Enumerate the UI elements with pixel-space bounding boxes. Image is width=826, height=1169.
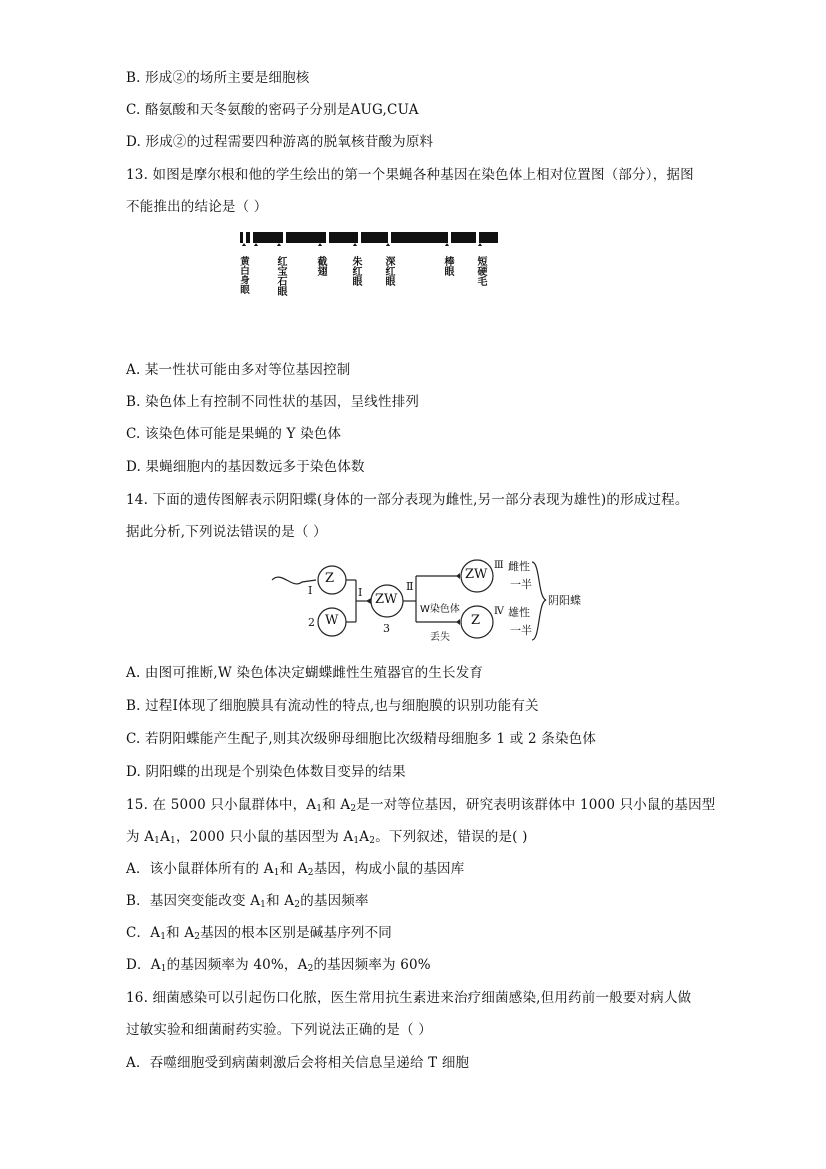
gene-label-truncated-wing: 截翅 — [315, 256, 326, 276]
q13-option-d: D. 果蝇细胞内的基因数远多于染色体数 — [126, 459, 365, 475]
q15-option-c: C．$A_1$和 $A_2$基因的根本区别是碱基序列不同 — [126, 925, 393, 942]
label-3: 3 — [383, 622, 390, 635]
q14-stem-line1: 14. 下面的遗传图解表示阴阳蝶(身体的一部分表现为雌性,另一部分表现为雄性)的形成过程。 — [126, 492, 689, 508]
gene-label-short-bristle: 短硬毛 — [475, 256, 486, 286]
q15-option-a: A．该小鼠群体所有的 $A_1$和 $A_2$基因，构成小鼠的基因库 — [126, 861, 465, 878]
node-w: W — [325, 613, 339, 628]
q13-stem-line2: 不能推出的结论是（ ） — [126, 199, 268, 215]
label-gynandromorph: 阴阳蝶 — [548, 594, 581, 607]
label-female: 雌性 — [508, 560, 530, 573]
node-zw-female: ZW — [465, 567, 488, 582]
gynandromorph-diagram — [270, 558, 590, 648]
q15-stem-line1: 15. 在 5000 只小鼠群体中，$A_1$和 $A_2$是一对等位基因，研究表明该群体中 1000 只小鼠的基因型 — [126, 797, 716, 814]
q13-option-a: A. 某一性状可能由多对等位基因控制 — [126, 362, 351, 378]
gene-label-ruby-eye: 红宝石眼 — [275, 256, 286, 296]
q15-stem-line2: 为 $A_1A_1$，2000 只小鼠的基因型为 $A_1A_2$。下列叙述，错误的是( ) — [126, 829, 528, 846]
q14-option-b: B. 过程Ⅰ体现了细胞膜具有流动性的特点,也与细胞膜的识别功能有关 — [126, 698, 539, 714]
q13-option-c: C. 该染色体可能是果蝇的 Y 染色体 — [126, 426, 342, 442]
label-roman-3: Ⅲ — [494, 560, 504, 571]
gene-label-carmine-eye: 深红眼 — [383, 256, 394, 286]
q16-stem-line2: 过敏实验和细菌耐药实验。下列说法正确的是（ ） — [126, 1022, 432, 1038]
q14-stem-line2: 据此分析,下列说法错误的是（ ） — [126, 524, 327, 540]
q14-option-c: C. 若阴阳蝶能产生配子,则其次级卵母细胞比次级精母细胞多 1 或 2 条染色体 — [126, 731, 597, 747]
q16-stem-line1: 16. 细菌感染可以引起伤口化脓，医生常用抗生素进来治疗细菌感染,但用药前一般要对病人做 — [126, 990, 692, 1006]
gene-label-vermilion-eye: 朱红眼 — [350, 256, 361, 286]
label-roman-1: Ⅰ — [358, 586, 363, 599]
gene-label-bar-eye: 棒眼 — [442, 256, 453, 276]
node-z: Z — [325, 571, 335, 586]
q15-option-d: D．$A_1$的基因频率为 40%，$A_2$的基因频率为 60% — [126, 957, 431, 974]
q13-option-b: B. 染色体上有控制不同性状的基因，呈线性排列 — [126, 394, 420, 410]
label-I: I — [308, 584, 313, 597]
q16-option-a: A．吞噬细胞受到病菌刺激后会将相关信息呈递给 T 细胞 — [126, 1055, 470, 1071]
label-male-half: 一半 — [510, 624, 532, 637]
label-w-lost-2: 丢失 — [430, 632, 450, 643]
label-female-half: 一半 — [510, 578, 532, 591]
q13-stem-line1: 13. 如图是摩尔根和他的学生绘出的第一个果蝇各种基因在染色体上相对位置图（部分），据图 — [126, 167, 694, 183]
label-roman-2: Ⅱ — [406, 580, 414, 593]
gene-label-yellow-white: 黄白身眼 — [238, 256, 249, 294]
label-2: 2 — [308, 616, 315, 629]
q12-option-b: B. 形成②的场所主要是细胞核 — [126, 70, 310, 86]
label-w-lost-1: W染色体 — [420, 604, 460, 615]
q14-option-a: A. 由图可推断,W 染色体决定蝴蝶雌性生殖器官的生长发育 — [126, 665, 484, 681]
q12-option-d: D. 形成②的过程需要四种游离的脱氧核苷酸为原料 — [126, 134, 434, 150]
q12-option-c: C. 酪氨酸和天冬氨酸的密码子分别是AUG,CUA — [126, 102, 419, 118]
q15-option-b: B．基因突变能改变 $A_1$和 $A_2$的基因频率 — [126, 893, 369, 910]
label-roman-4: Ⅳ — [494, 606, 504, 617]
q14-option-d: D. 阴阳蝶的出现是个别染色体数目变异的结果 — [126, 764, 406, 780]
chromosome-bar — [238, 230, 498, 246]
chromosome-gene-map — [238, 230, 498, 310]
node-zw: ZW — [375, 592, 398, 607]
node-z-male: Z — [471, 613, 481, 628]
label-male: 雄性 — [508, 606, 530, 619]
